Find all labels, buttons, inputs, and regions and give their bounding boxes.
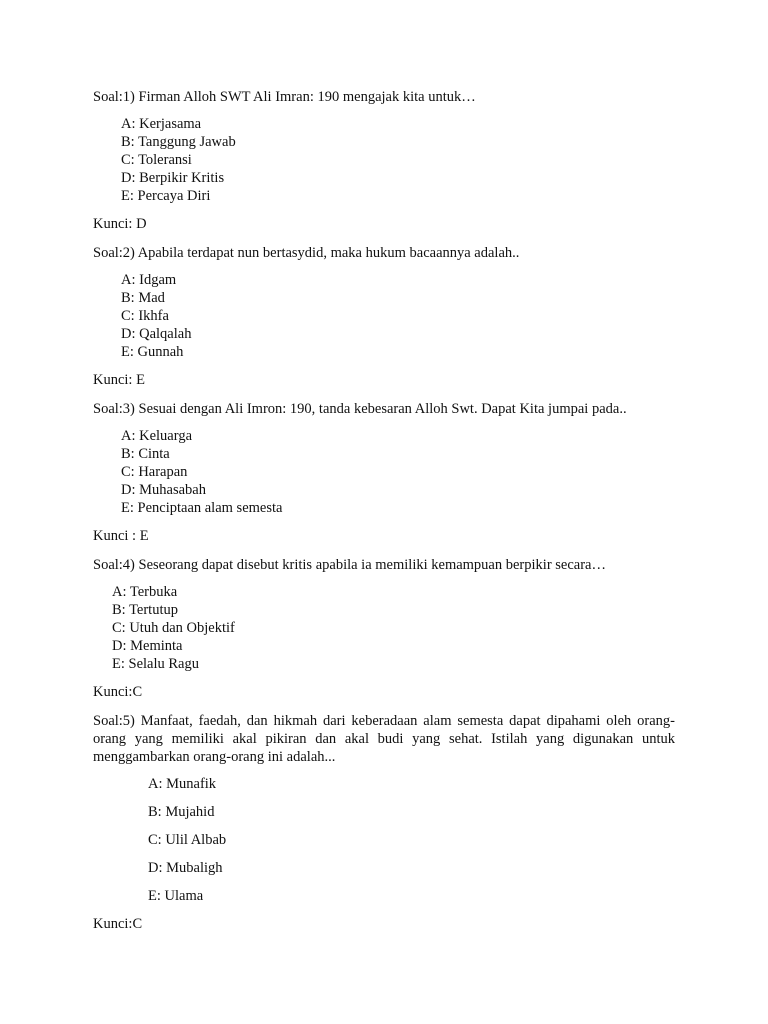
question-2-option-d: D: Qalqalah bbox=[121, 326, 192, 342]
question-5-option-a: A: Munafik bbox=[148, 776, 217, 792]
question-2-option-b: B: Mad bbox=[121, 290, 165, 306]
question-1-option-e: E: Percaya Diri bbox=[121, 188, 211, 204]
question-2-text: Soal:2) Apabila terdapat nun bertasydid, maka hukum bacaannya adalah.. bbox=[93, 245, 520, 261]
question-2-option-a: A: Idgam bbox=[121, 272, 177, 288]
question-3-option-e: E: Penciptaan alam semesta bbox=[121, 500, 283, 516]
question-1-option-d: D: Berpikir Kritis bbox=[121, 170, 225, 186]
question-5-option-d: D: Mubaligh bbox=[148, 860, 223, 876]
question-4-answer: Kunci:C bbox=[93, 684, 143, 700]
question-5-option-c: C: Ulil Albab bbox=[148, 832, 227, 848]
question-4-option-d: D: Meminta bbox=[112, 638, 183, 654]
question-4-option-b: B: Tertutup bbox=[112, 602, 178, 618]
question-5-option-b: B: Mujahid bbox=[148, 804, 215, 820]
question-3-option-c: C: Harapan bbox=[121, 464, 188, 480]
question-2-answer: Kunci: E bbox=[93, 372, 145, 388]
question-3-option-d: D: Muhasabah bbox=[121, 482, 206, 498]
question-2-option-e: E: Gunnah bbox=[121, 344, 184, 360]
question-1-option-b: B: Tanggung Jawab bbox=[121, 134, 236, 150]
question-1-option-a: A: Kerjasama bbox=[121, 116, 202, 132]
question-3-text: Soal:3) Sesuai dengan Ali Imron: 190, tanda kebesaran Alloh Swt. Dapat Kita jumpai pada.. bbox=[93, 401, 627, 417]
question-5-option-e: E: Ulama bbox=[148, 888, 204, 904]
question-3-answer: Kunci : E bbox=[93, 528, 149, 544]
question-5-answer: Kunci:C bbox=[93, 916, 143, 932]
question-4-option-c: C: Utuh dan Objektif bbox=[112, 620, 235, 636]
question-4-option-e: E: Selalu Ragu bbox=[112, 656, 199, 672]
question-1-text: Soal:1) Firman Alloh SWT Ali Imran: 190 mengajak kita untuk… bbox=[93, 89, 476, 105]
question-5-text: Soal:5) Manfaat, faedah, dan hikmah dari keberadaan alam semesta dapat dipahami oleh orang-orang yang memiliki akal pikiran dan akal budi yang sehat. Istilah yang digunakan untuk menggambarkan orang-orang ini adalah... bbox=[93, 713, 675, 765]
question-3-option-b: B: Cinta bbox=[121, 446, 170, 462]
question-3-option-a: A: Keluarga bbox=[121, 428, 192, 444]
question-1-answer: Kunci: D bbox=[93, 216, 147, 232]
question-4-option-a: A: Terbuka bbox=[112, 584, 178, 600]
question-4-text: Soal:4) Seseorang dapat disebut kritis apabila ia memiliki kemampuan berpikir secara… bbox=[93, 557, 606, 573]
question-1-option-c: C: Toleransi bbox=[121, 152, 192, 168]
question-2-option-c: C: Ikhfa bbox=[121, 308, 169, 324]
